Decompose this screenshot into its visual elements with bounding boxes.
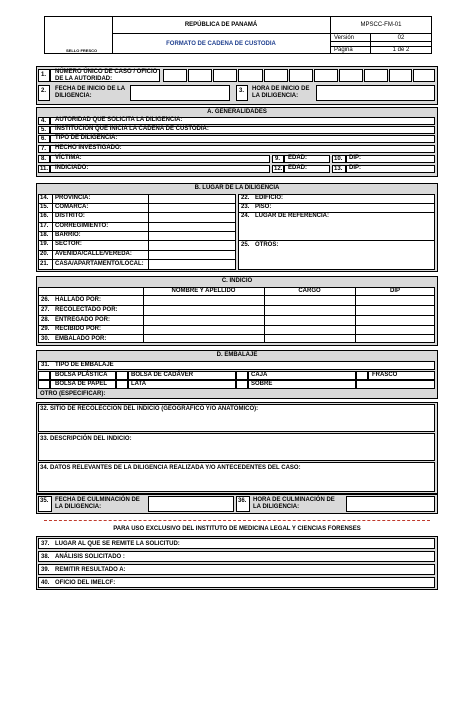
field-36-input[interactable] <box>346 496 435 512</box>
opt-lata: LATA <box>131 381 147 387</box>
case-number-box-11[interactable] <box>413 69 435 82</box>
field-4-label: AUTORIDAD QUE SOLICITA LA DILIGENCIA: <box>55 117 183 123</box>
page-value: 1 de 2 <box>392 47 410 53</box>
check-lata[interactable] <box>116 380 128 389</box>
case-number-box-2[interactable] <box>188 69 212 82</box>
row-30-label: EMBALADO POR: <box>55 336 107 342</box>
field-1-label: 1. <box>38 69 50 82</box>
case-number-box-5[interactable] <box>264 69 288 82</box>
case-number-box-6[interactable] <box>289 69 313 82</box>
field-14-label: PROVINCIA: <box>55 195 91 201</box>
field-2-text: FECHA DE INICIO DE LA DILIGENCIA: <box>55 86 125 99</box>
section-d-title: D. EMBALAJE <box>216 352 258 358</box>
case-number-box-1[interactable] <box>163 69 187 82</box>
field-40-label: OFICIO DEL IMELCF: <box>55 580 116 586</box>
section-c-title: C. INDICIO <box>221 278 253 284</box>
field-20-label: AVENIDA/CALLE/VEREDA: <box>55 251 132 257</box>
form-title: FORMATO DE CADENA DE CUSTODIA <box>166 41 276 47</box>
field-23-label: PISO: <box>255 204 272 210</box>
check-caja[interactable] <box>236 371 248 380</box>
field-25-label: OTROS: <box>255 242 279 248</box>
field-15-label: COMARCA: <box>55 204 89 210</box>
section-a-title: A. GENERALIDADES <box>207 109 267 115</box>
check-sobre[interactable] <box>236 380 248 389</box>
version-label: Versión <box>334 35 355 41</box>
case-number-box-9[interactable] <box>364 69 388 82</box>
field-7-label: HECHO INVESTIGADO: <box>55 145 122 151</box>
row-28-num: 28. <box>41 317 50 323</box>
field-31-label: TIPO DE EMBALAJE <box>55 362 114 368</box>
field-11-label: INDICIADO: <box>55 165 89 171</box>
section-b-title: B. LUGAR DE LA DILIGENCIA <box>194 185 280 191</box>
field-8-label: VÍCTIMA: <box>55 155 82 161</box>
field-1-text: NÚMERO ÚNICO DE CASO / OFICIO DE LA AUTORIDAD: <box>55 69 158 82</box>
field-3-input[interactable] <box>316 85 435 101</box>
opt-frasco: FRASCO <box>372 372 398 378</box>
field-3-text: HORA DE INICIO DE LA DILIGENCIA: <box>252 86 310 99</box>
row-26-label: HALLADO POR: <box>55 297 101 303</box>
row-29-num: 29. <box>41 326 50 332</box>
row-29-label: RECIBIDO POR: <box>55 326 102 332</box>
cut-line <box>44 520 430 521</box>
country-title: REPÚBLICA DE PANAMÁ <box>184 22 258 28</box>
opt-caja: CAJA <box>251 372 268 378</box>
col-dip-header: DIP <box>389 288 400 294</box>
opt-otro: OTRO (ESPECIFICAR): <box>40 391 106 397</box>
check-bolsa-plastica[interactable] <box>38 371 50 380</box>
field-36-label: HORA DE CULMINACIÓN DE LA DILIGENCIA: <box>253 497 335 510</box>
field-37-label: LUGAR AL QUE SE REMITE LA SOLICITUD: <box>55 541 180 547</box>
row-27-num: 27. <box>41 307 50 313</box>
seal-label: SELLO FRESCO <box>66 48 98 53</box>
field-35-label: FECHA DE CULMINACIÓN DE LA DILIGENCIA: <box>55 497 140 510</box>
field-18-label: BARRIO: <box>55 232 81 238</box>
row-30-num: 30. <box>41 336 50 342</box>
opt-bolsa-plastica: BOLSA PLÁSTICA <box>55 372 108 378</box>
col-name-header: NOMBRE Y APELLIDO <box>171 288 236 294</box>
check-frasco[interactable] <box>356 371 368 380</box>
opt-bolsa-cadaver: BOLSA DE CADÁVER <box>131 372 194 378</box>
field-2-input[interactable] <box>130 85 230 101</box>
field-17-label: CORREGIMIENTO: <box>55 223 109 229</box>
field-22-label: EDIFICIO: <box>255 195 283 201</box>
imelcf-title: PARA USO EXCLUSIVO DEL INSTITUTO DE MEDICINA LEGAL Y CIENCIAS FORENSES <box>113 526 361 532</box>
field-39-label: REMITIR RESULTADO A: <box>55 567 126 573</box>
field-5-label: INSTITUCIÓN QUE INICIA LA CADENA DE CUSTODIA: <box>55 126 209 132</box>
field-16-label: DISTRITO: <box>55 213 85 219</box>
field-19-label: SECTOR: <box>55 241 82 247</box>
check-bolsa-cadaver[interactable] <box>116 371 128 380</box>
case-number-box-7[interactable] <box>314 69 338 82</box>
field-24-label: LUGAR DE REFERENCIA: <box>255 213 330 219</box>
case-number-box-10[interactable] <box>389 69 412 82</box>
version-value: 02 <box>397 35 405 41</box>
opt-bolsa-papel: BOLSA DE PAPEL <box>55 381 108 387</box>
field-9-label: EDAD: <box>288 155 307 161</box>
field-38-label: ANÁLISIS SOLICITADO : <box>55 554 125 560</box>
field-33-label: 33. DESCRIPCIÓN DEL INDICIO: <box>40 436 132 442</box>
case-number-box-4[interactable] <box>238 69 263 82</box>
field-12-label: EDAD: <box>288 165 307 171</box>
form-code: MPSCC-FM-01 <box>360 22 402 28</box>
row-26-num: 26. <box>41 297 50 303</box>
row-28-label: ENTREGADO POR: <box>55 317 111 323</box>
col-cargo-header: CARGO <box>298 288 321 294</box>
field-21-label: CASA/APARTAMENTO/LOCAL: <box>55 261 144 267</box>
field-10-label: DIP: <box>349 155 361 161</box>
field-35-input[interactable] <box>148 496 234 512</box>
field-8-input[interactable] <box>50 155 270 163</box>
case-number-box-8[interactable] <box>339 69 363 82</box>
field-32-label: 32. SITIO DE RECOLECCIÓN DEL INDICIO (GEOGRÁFICO Y/O ANATÓMICO): <box>40 406 259 412</box>
field-6-label: TIPO DE DILIGENCIA: <box>55 135 118 141</box>
row-27-label: RECOLECTADO POR: <box>55 307 118 313</box>
field-34-label: 34. DATOS RELEVANTES DE LA DILIGENCIA REALIZADA Y/O ANTECEDENTES DEL CASO: <box>40 465 301 471</box>
check-bolsa-papel[interactable] <box>38 380 50 389</box>
case-number-box-3[interactable] <box>213 69 237 82</box>
opt-sobre: SOBRE <box>251 381 273 387</box>
field-13-label: DIP: <box>349 165 361 171</box>
page-label: Página <box>334 47 353 53</box>
